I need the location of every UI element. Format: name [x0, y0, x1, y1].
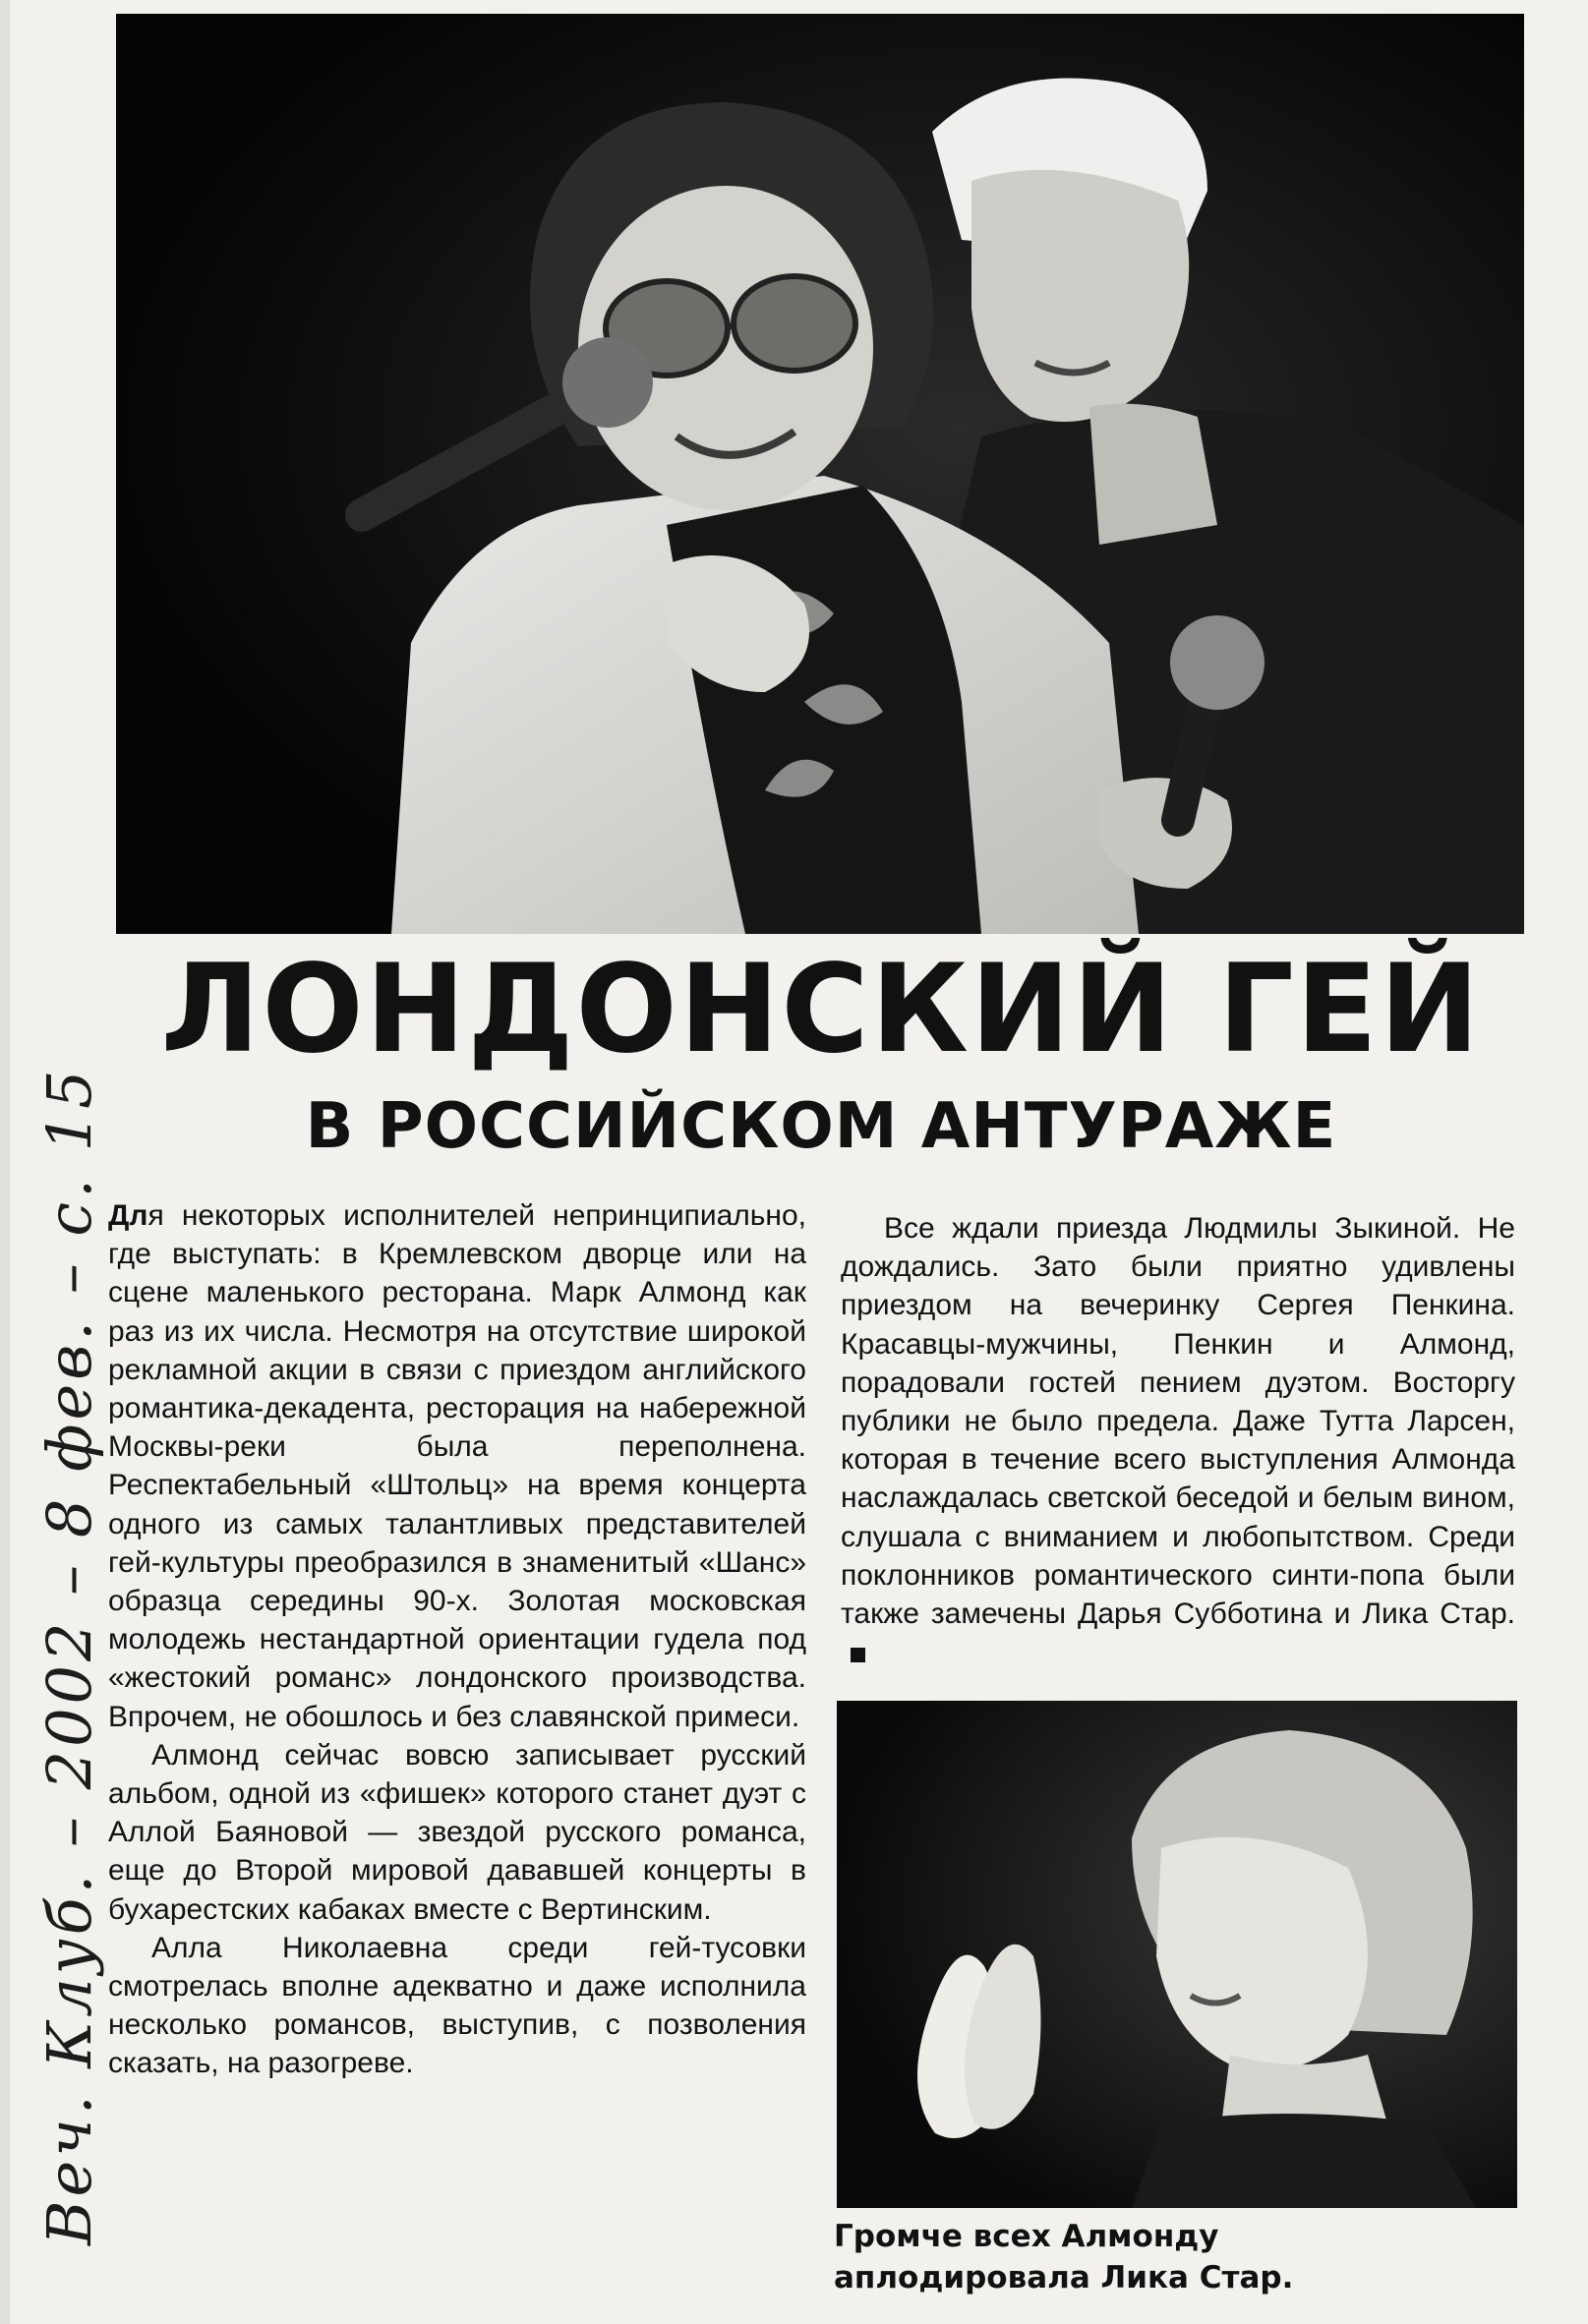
top-photo — [116, 14, 1524, 934]
article-paragraph-4 — [841, 1209, 1515, 1671]
bottom-photo — [837, 1701, 1517, 2208]
article-paragraph-1: Для некоторых исполнителей непринципиально, где выступать: в Кремлевском дворце или на сцене маленького ресторана. Марк Алмонд как раз из их числа. Несмотря на отсутствие широкой рекламной акции в связи с приездом английского романтика-декадента, ресторация на набережной Москвы-реки была переполнена. Респектабельный «Штольц» на время концерта одного из самых талантливых представителей гей-культуры преобразился в знаменитый «Шанс» образца середины 90-х. Золотая московская молодежь нестандартной ориентации гудела под «жестокий романс» лондонского производства. Впрочем, не обошлось и без славянской примеси. — [108, 1199, 806, 1733]
article-paragraph-2: Алмонд сейчас вовсю записывает русский альбом, одной из «фишек» которого станет дуэт с Аллой Баяновой — звездой русского романса, еще до Второй мировой дававшей концерты в бухарестских кабаках вместе с Вертинским. — [108, 1738, 806, 1926]
photo-caption-line-2: аплодировала Лика Стар. — [834, 2260, 1294, 2295]
article-paragraph-3: Алла Николаевна среди гей-тусовки смотрелась вполне адекватно и даже исполнила несколько романсов, выступив, с позволения сказать, на разогреве. — [108, 1931, 806, 2080]
article-right-column — [841, 1209, 1515, 1671]
photo-caption — [834, 2216, 1522, 2298]
end-of-article-mark — [851, 1648, 865, 1662]
handwritten-source-note: Веч. Клуб. – 2002 – 8 фев. – с. 15 — [33, 1066, 105, 2245]
article-left-column — [108, 1196, 806, 2083]
article-initial-letters: Дл — [108, 1199, 148, 1232]
headline-main: ЛОНДОНСКИЙ ГЕЙ — [160, 939, 1482, 1080]
article-paragraph-4-text: Все ждали приезда Людмилы Зыкиной. Не дождались. Зато были приятно удивлены приездом на вечеринку Сергея Пенкина. Красавцы-мужчины, Пенкин и Алмонд, порадовали гостей пением дуэтом. Восторгу публики не было предела. Даже Тутта Ларсен, которая в течение всего выступления Алмонда наслаждалась светской беседой и белым вином, слушала с вниманием и любопытством. Среди поклонников романтического синти-попа были также замечены Дарья Субботина и Лика Стар. — [841, 1212, 1515, 1631]
headline-sub: В РОССИЙСКОМ АНТУРАЖЕ — [305, 1090, 1337, 1163]
photo-caption-line-1: Громче всех Алмонду — [834, 2219, 1219, 2254]
duet-photo-illustration — [116, 14, 1524, 934]
applauding-woman-illustration — [837, 1701, 1517, 2208]
